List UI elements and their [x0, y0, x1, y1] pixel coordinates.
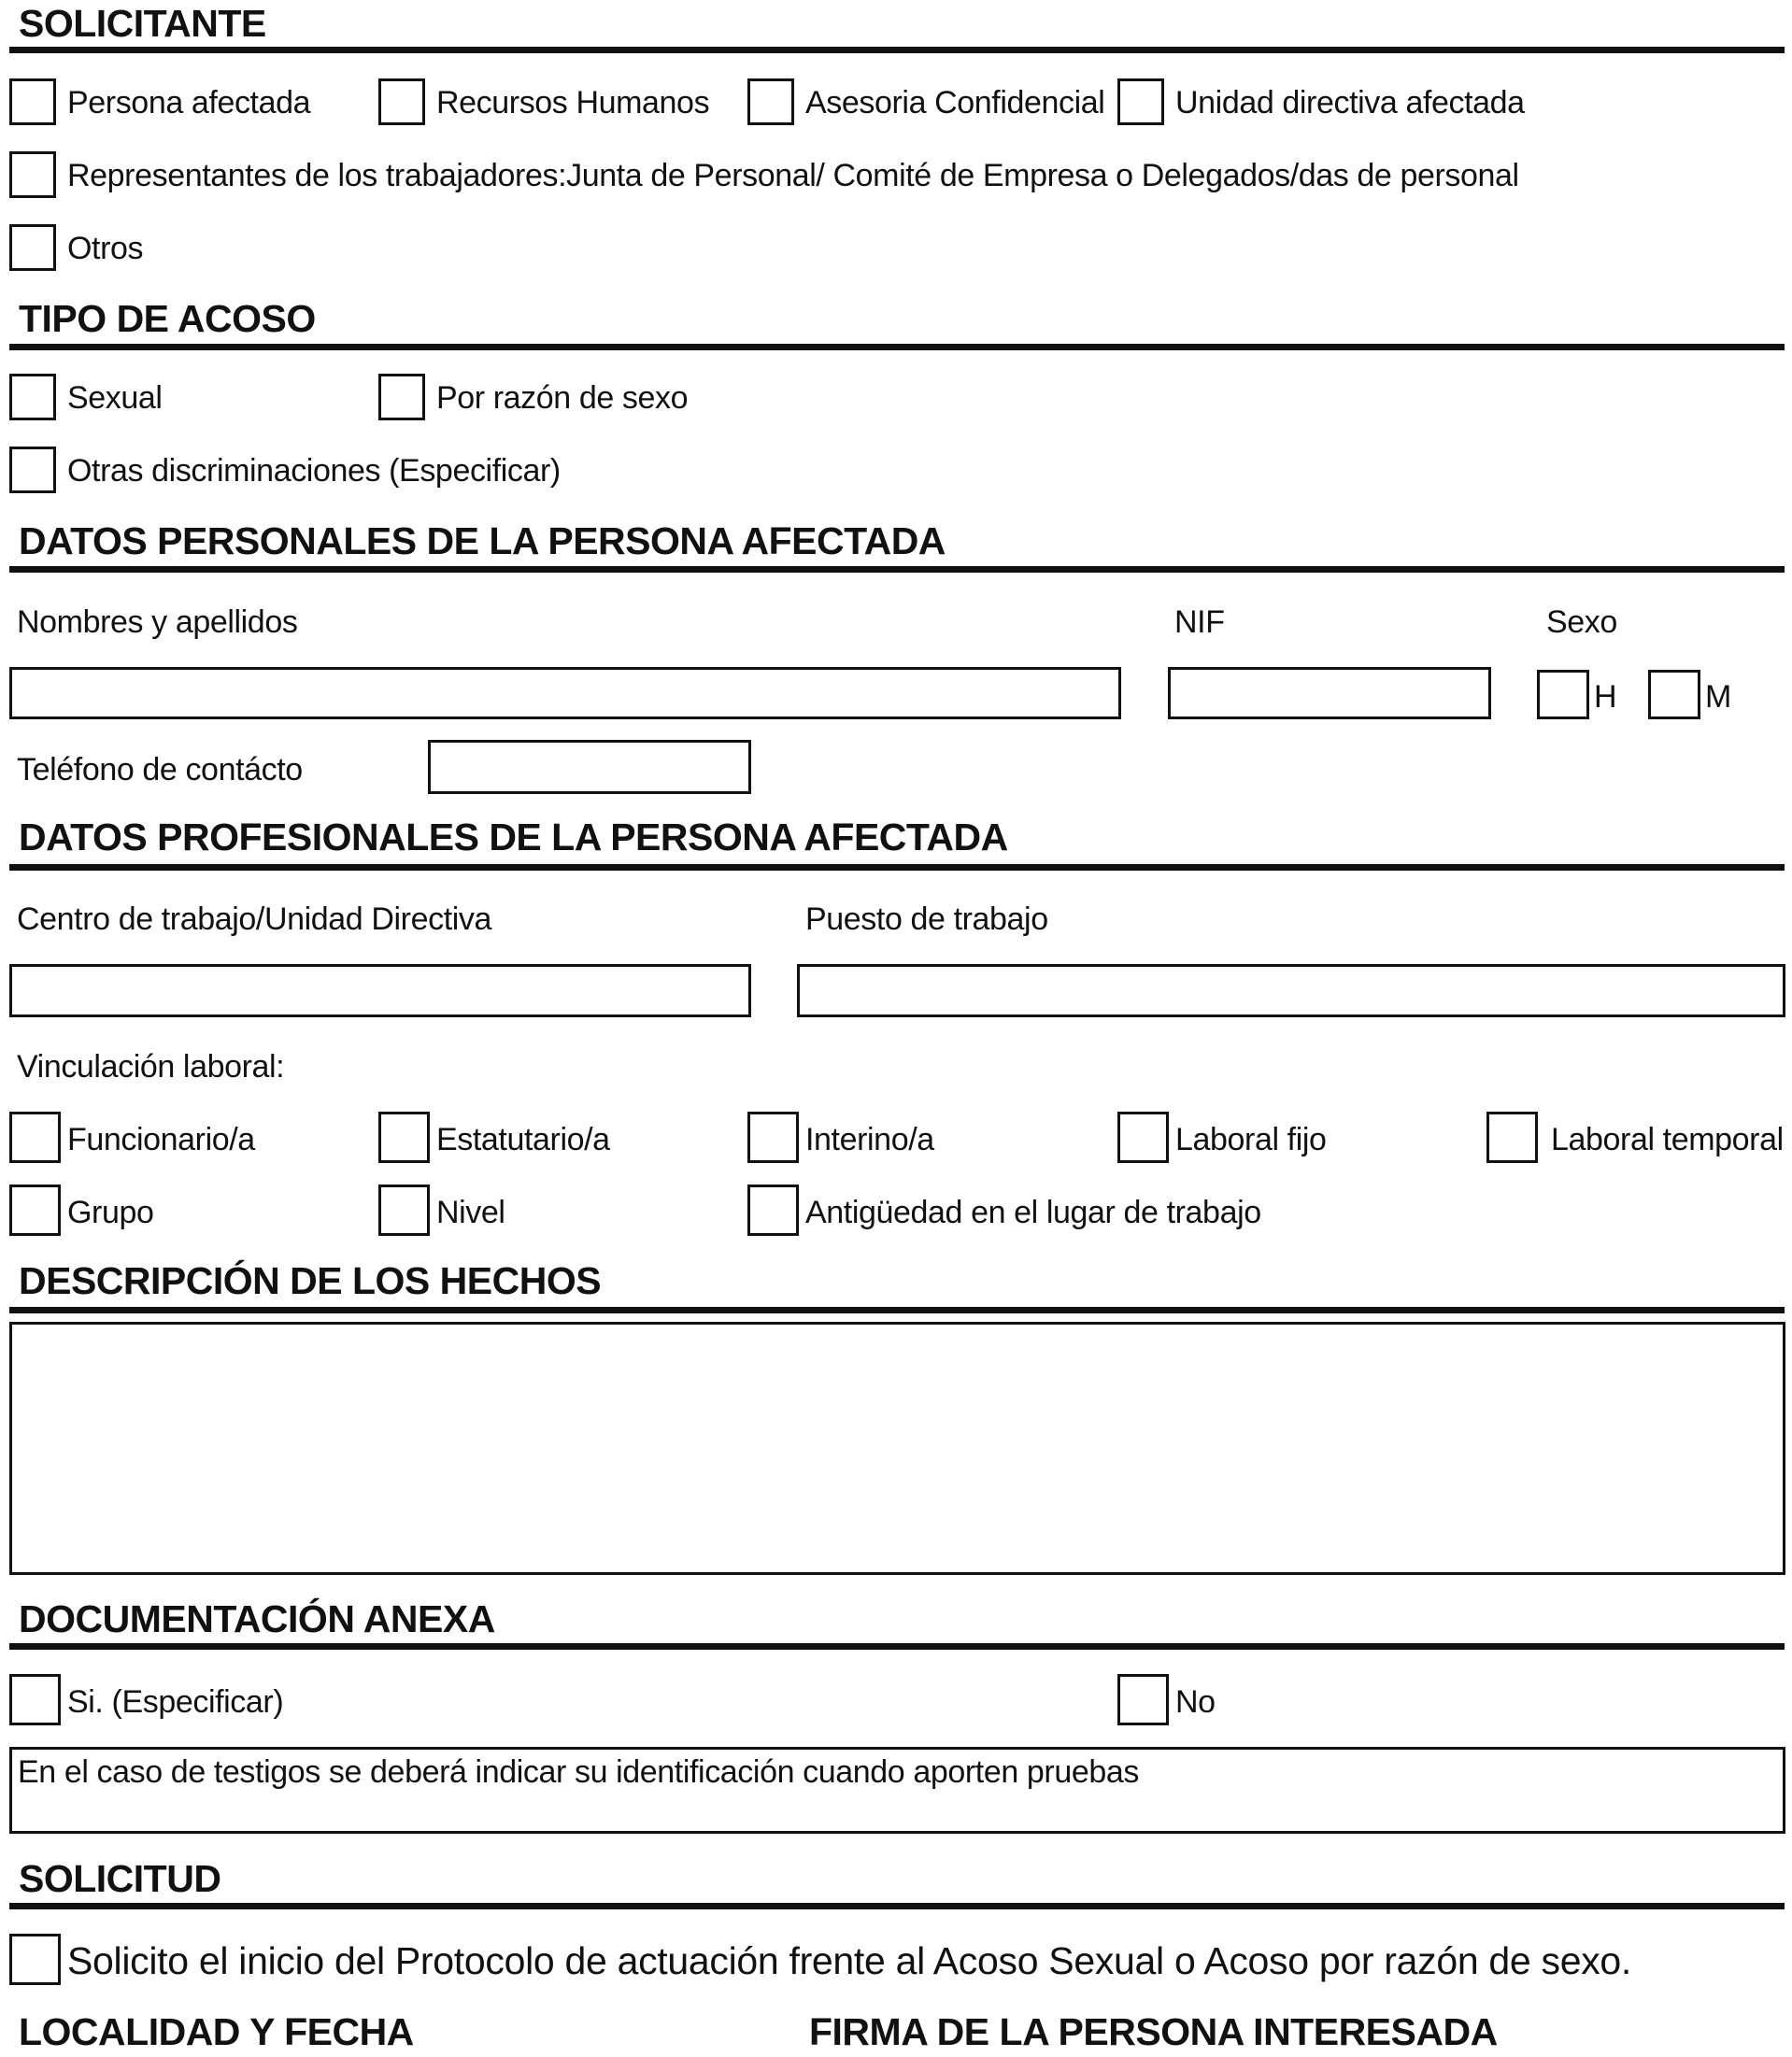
section-title-tipo-acoso: TIPO DE ACOSO: [19, 297, 316, 340]
label-asesoria-confidencial: Asesoria Confidencial: [805, 85, 1105, 121]
section-divider: [9, 1643, 1785, 1650]
checkbox-interino[interactable]: [747, 1112, 799, 1163]
section-divider: [9, 47, 1785, 53]
label-nivel: Nivel: [436, 1195, 505, 1230]
checkbox-documentacion-si[interactable]: [9, 1674, 61, 1725]
checkbox-antiguedad[interactable]: [747, 1185, 799, 1236]
label-representantes-trabajadores: Representantes de los trabajadores:Junta de Personal/ Comité de Empresa o Delegados/das de personal: [67, 158, 1519, 193]
label-laboral-temporal: Laboral temporal: [1551, 1122, 1784, 1157]
section-title-firma: FIRMA DE LA PERSONA INTERESADA: [809, 2010, 1498, 2053]
nombres-apellidos-input[interactable]: [9, 667, 1121, 719]
checkbox-otros[interactable]: [9, 224, 56, 271]
label-funcionario: Funcionario/a: [67, 1122, 255, 1157]
checkbox-razon-sexo[interactable]: [378, 374, 425, 420]
section-title-descripcion-hechos: DESCRIPCIÓN DE LOS HECHOS: [19, 1259, 602, 1302]
checkbox-laboral-temporal[interactable]: [1486, 1112, 1538, 1163]
checkbox-laboral-fijo[interactable]: [1117, 1112, 1169, 1163]
descripcion-hechos-textarea[interactable]: [9, 1322, 1785, 1575]
label-solicitud-inicio: Solicito el inicio del Protocolo de actuación frente al Acoso Sexual o Acoso por razón de sexo.: [67, 1939, 1632, 1982]
label-razon-sexo: Por razón de sexo: [436, 380, 689, 416]
testigos-textarea[interactable]: [9, 1747, 1785, 1834]
puesto-trabajo-input[interactable]: [797, 964, 1785, 1017]
checkbox-solicitud-inicio[interactable]: [9, 1934, 61, 1985]
label-documentacion-si: Si. (Especificar): [67, 1684, 284, 1720]
label-sexo: Sexo: [1546, 604, 1617, 640]
checkbox-persona-afectada[interactable]: [9, 78, 56, 125]
label-grupo: Grupo: [67, 1195, 154, 1230]
section-title-solicitud: SOLICITUD: [19, 1857, 221, 1900]
section-title-solicitante: SOLICITANTE: [19, 2, 266, 45]
label-sexual: Sexual: [67, 380, 163, 416]
label-puesto-trabajo: Puesto de trabajo: [805, 901, 1048, 937]
label-nombres-apellidos: Nombres y apellidos: [17, 604, 298, 640]
section-divider: [9, 864, 1785, 871]
label-telefono-contacto: Teléfono de contácto: [17, 752, 303, 787]
section-title-documentacion-anexa: DOCUMENTACIÓN ANEXA: [19, 1597, 495, 1640]
section-divider: [9, 344, 1785, 350]
checkbox-asesoria-confidencial[interactable]: [747, 78, 794, 125]
label-laboral-fijo: Laboral fijo: [1175, 1122, 1327, 1157]
checkbox-sexual[interactable]: [9, 374, 56, 420]
label-nif: NIF: [1174, 604, 1225, 640]
checkbox-estatutario[interactable]: [378, 1112, 430, 1163]
section-title-datos-personales: DATOS PERSONALES DE LA PERSONA AFECTADA: [19, 519, 946, 562]
centro-trabajo-input[interactable]: [9, 964, 751, 1017]
checkbox-representantes-trabajadores[interactable]: [9, 151, 56, 198]
section-divider: [9, 1307, 1785, 1313]
testigos-hint-text: En el caso de testigos se deberá indicar su identificación cuando aporten pruebas: [18, 1754, 1139, 1790]
checkbox-sexo-m[interactable]: [1648, 670, 1700, 719]
section-divider: [9, 566, 1785, 573]
checkbox-sexo-h[interactable]: [1537, 670, 1589, 719]
label-centro-trabajo: Centro de trabajo/Unidad Directiva: [17, 901, 492, 937]
section-title-localidad-fecha: LOCALIDAD Y FECHA: [19, 2010, 414, 2053]
label-sexo-m: M: [1705, 679, 1731, 715]
label-estatutario: Estatutario/a: [436, 1122, 610, 1157]
checkbox-nivel[interactable]: [378, 1185, 430, 1236]
label-documentacion-no: No: [1175, 1684, 1216, 1720]
label-recursos-humanos: Recursos Humanos: [436, 85, 710, 121]
checkbox-documentacion-no[interactable]: [1117, 1674, 1169, 1725]
checkbox-grupo[interactable]: [9, 1185, 61, 1236]
checkbox-unidad-directiva-afectada[interactable]: [1117, 78, 1164, 125]
checkbox-otras-discriminaciones[interactable]: [9, 447, 56, 493]
nif-input[interactable]: [1168, 667, 1491, 719]
label-persona-afectada: Persona afectada: [67, 85, 311, 121]
label-otros: Otros: [67, 231, 144, 266]
label-otras-discriminaciones: Otras discriminaciones (Especificar): [67, 453, 561, 489]
section-title-datos-profesionales: DATOS PROFESIONALES DE LA PERSONA AFECTADA: [19, 816, 1008, 858]
label-vinculacion-laboral: Vinculación laboral:: [17, 1049, 285, 1085]
checkbox-recursos-humanos[interactable]: [378, 78, 425, 125]
label-antiguedad: Antigüedad en el lugar de trabajo: [805, 1195, 1261, 1230]
checkbox-funcionario[interactable]: [9, 1112, 61, 1163]
label-unidad-directiva-afectada: Unidad directiva afectada: [1175, 85, 1525, 121]
section-divider: [9, 1903, 1785, 1909]
label-interino: Interino/a: [805, 1122, 934, 1157]
telefono-input[interactable]: [428, 740, 751, 794]
label-sexo-h: H: [1594, 679, 1617, 715]
